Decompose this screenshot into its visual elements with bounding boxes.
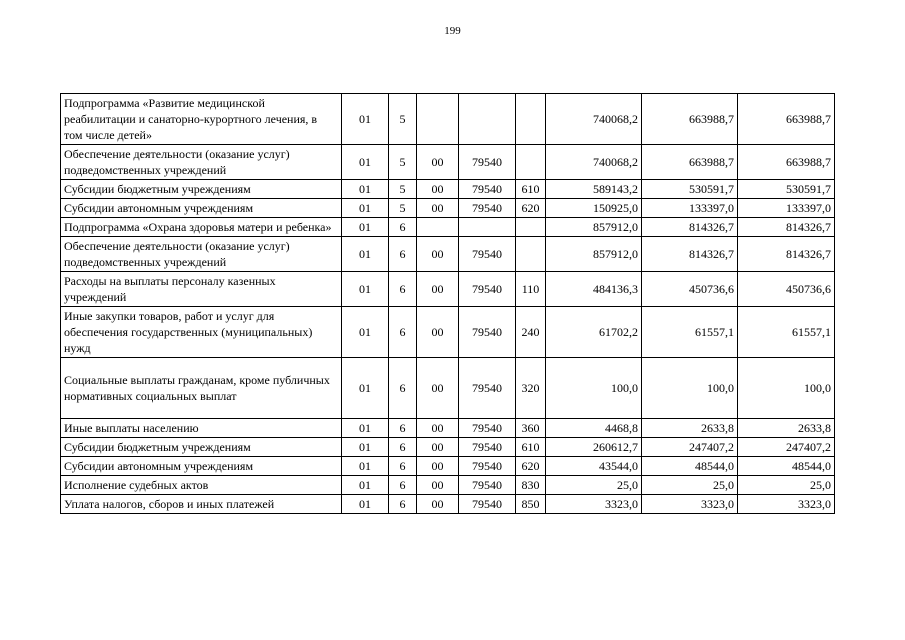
expense-type-code (516, 218, 546, 237)
section-code: 01 (342, 180, 389, 199)
table-row (61, 237, 835, 272)
amount-1: 61702,2 (546, 307, 642, 358)
amount-2: 663988,7 (642, 145, 738, 180)
expense-type-code: 360 (516, 419, 546, 438)
row-name: Обеспечение деятельности (оказание услуг) подведомственных учреждений (61, 145, 342, 180)
row-name: Субсидии автономным учреждениям (61, 199, 342, 218)
direction-code (459, 94, 516, 145)
group-code: 00 (417, 272, 459, 307)
amount-2: 530591,7 (642, 180, 738, 199)
group-code: 00 (417, 358, 459, 419)
table-row (61, 145, 835, 180)
subprogram-code: 6 (389, 272, 417, 307)
row-name: Подпрограмма «Охрана здоровья матери и ребенка» (61, 218, 342, 237)
amount-2: 2633,8 (642, 419, 738, 438)
amount-2: 61557,1 (642, 307, 738, 358)
section-code: 01 (342, 438, 389, 457)
amount-1: 150925,0 (546, 199, 642, 218)
table-row (61, 94, 835, 145)
row-name: Субсидии бюджетным учреждениям (61, 180, 342, 199)
amount-1: 100,0 (546, 358, 642, 419)
section-code: 01 (342, 358, 389, 419)
row-name: Субсидии бюджетным учреждениям (61, 438, 342, 457)
expense-type-code (516, 94, 546, 145)
amount-1: 589143,2 (546, 180, 642, 199)
subprogram-code: 6 (389, 419, 417, 438)
group-code: 00 (417, 419, 459, 438)
direction-code: 79540 (459, 145, 516, 180)
section-code: 01 (342, 218, 389, 237)
direction-code: 79540 (459, 457, 516, 476)
table-row (61, 457, 835, 476)
row-name: Социальные выплаты гражданам, кроме публичных нормативных социальных выплат (61, 358, 342, 419)
amount-2: 450736,6 (642, 272, 738, 307)
amount-1: 3323,0 (546, 495, 642, 514)
group-code (417, 218, 459, 237)
direction-code: 79540 (459, 180, 516, 199)
expense-type-code: 850 (516, 495, 546, 514)
expense-type-code (516, 237, 546, 272)
expense-type-code (516, 145, 546, 180)
section-code: 01 (342, 495, 389, 514)
amount-3: 25,0 (738, 476, 835, 495)
amount-1: 857912,0 (546, 218, 642, 237)
table-row (61, 218, 835, 237)
row-name: Уплата налогов, сборов и иных платежей (61, 495, 342, 514)
direction-code: 79540 (459, 438, 516, 457)
direction-code (459, 218, 516, 237)
amount-2: 100,0 (642, 358, 738, 419)
subprogram-code: 6 (389, 438, 417, 457)
direction-code: 79540 (459, 307, 516, 358)
group-code: 00 (417, 495, 459, 514)
subprogram-code: 5 (389, 180, 417, 199)
group-code: 00 (417, 438, 459, 457)
table-row (61, 476, 835, 495)
section-code: 01 (342, 457, 389, 476)
row-name: Исполнение судебных актов (61, 476, 342, 495)
section-code: 01 (342, 476, 389, 495)
subprogram-code: 5 (389, 94, 417, 145)
amount-3: 247407,2 (738, 438, 835, 457)
amount-2: 814326,7 (642, 218, 738, 237)
group-code: 00 (417, 180, 459, 199)
amount-3: 100,0 (738, 358, 835, 419)
direction-code: 79540 (459, 358, 516, 419)
table-row (61, 419, 835, 438)
amount-3: 663988,7 (738, 94, 835, 145)
amount-3: 3323,0 (738, 495, 835, 514)
amount-1: 25,0 (546, 476, 642, 495)
amount-3: 663988,7 (738, 145, 835, 180)
direction-code: 79540 (459, 272, 516, 307)
amount-2: 814326,7 (642, 237, 738, 272)
table-row (61, 495, 835, 514)
section-code: 01 (342, 145, 389, 180)
amount-1: 857912,0 (546, 237, 642, 272)
section-code: 01 (342, 419, 389, 438)
subprogram-code: 5 (389, 199, 417, 218)
budget-table (60, 93, 835, 514)
subprogram-code: 6 (389, 495, 417, 514)
expense-type-code: 620 (516, 199, 546, 218)
expense-type-code: 830 (516, 476, 546, 495)
row-name: Иные выплаты населению (61, 419, 342, 438)
expense-type-code: 610 (516, 438, 546, 457)
subprogram-code: 6 (389, 218, 417, 237)
amount-2: 247407,2 (642, 438, 738, 457)
expense-type-code: 110 (516, 272, 546, 307)
amount-3: 530591,7 (738, 180, 835, 199)
amount-3: 814326,7 (738, 218, 835, 237)
row-name: Расходы на выплаты персоналу казенных учреждений (61, 272, 342, 307)
amount-3: 61557,1 (738, 307, 835, 358)
amount-2: 25,0 (642, 476, 738, 495)
subprogram-code: 6 (389, 237, 417, 272)
subprogram-code: 6 (389, 358, 417, 419)
row-name: Субсидии автономным учреждениям (61, 457, 342, 476)
row-name: Подпрограмма «Развитие медицинской реабилитации и санаторно-курортного лечения, в том числе детей» (61, 94, 342, 145)
amount-2: 3323,0 (642, 495, 738, 514)
amount-3: 48544,0 (738, 457, 835, 476)
amount-1: 260612,7 (546, 438, 642, 457)
amount-1: 740068,2 (546, 94, 642, 145)
expense-type-code: 240 (516, 307, 546, 358)
table-row (61, 199, 835, 218)
section-code: 01 (342, 307, 389, 358)
amount-3: 133397,0 (738, 199, 835, 218)
amount-1: 43544,0 (546, 457, 642, 476)
amount-2: 663988,7 (642, 94, 738, 145)
amount-1: 4468,8 (546, 419, 642, 438)
section-code: 01 (342, 199, 389, 218)
amount-2: 133397,0 (642, 199, 738, 218)
table-row (61, 272, 835, 307)
expense-type-code: 620 (516, 457, 546, 476)
row-name: Обеспечение деятельности (оказание услуг) подведомственных учреждений (61, 237, 342, 272)
table-row (61, 358, 835, 419)
direction-code: 79540 (459, 199, 516, 218)
direction-code: 79540 (459, 419, 516, 438)
subprogram-code: 6 (389, 476, 417, 495)
direction-code: 79540 (459, 495, 516, 514)
group-code: 00 (417, 476, 459, 495)
direction-code: 79540 (459, 237, 516, 272)
expense-type-code: 320 (516, 358, 546, 419)
amount-3: 450736,6 (738, 272, 835, 307)
amount-3: 2633,8 (738, 419, 835, 438)
group-code: 00 (417, 237, 459, 272)
subprogram-code: 5 (389, 145, 417, 180)
page-number: 199 (444, 25, 461, 37)
direction-code: 79540 (459, 476, 516, 495)
group-code: 00 (417, 307, 459, 358)
section-code: 01 (342, 94, 389, 145)
amount-1: 484136,3 (546, 272, 642, 307)
amount-1: 740068,2 (546, 145, 642, 180)
section-code: 01 (342, 237, 389, 272)
amount-2: 48544,0 (642, 457, 738, 476)
group-code (417, 94, 459, 145)
group-code: 00 (417, 199, 459, 218)
group-code: 00 (417, 145, 459, 180)
table-row (61, 438, 835, 457)
subprogram-code: 6 (389, 307, 417, 358)
table-row (61, 180, 835, 199)
table-row (61, 307, 835, 358)
row-name: Иные закупки товаров, работ и услуг для обеспечения государственных (муниципальных) нужд (61, 307, 342, 358)
amount-3: 814326,7 (738, 237, 835, 272)
group-code: 00 (417, 457, 459, 476)
section-code: 01 (342, 272, 389, 307)
expense-type-code: 610 (516, 180, 546, 199)
subprogram-code: 6 (389, 457, 417, 476)
